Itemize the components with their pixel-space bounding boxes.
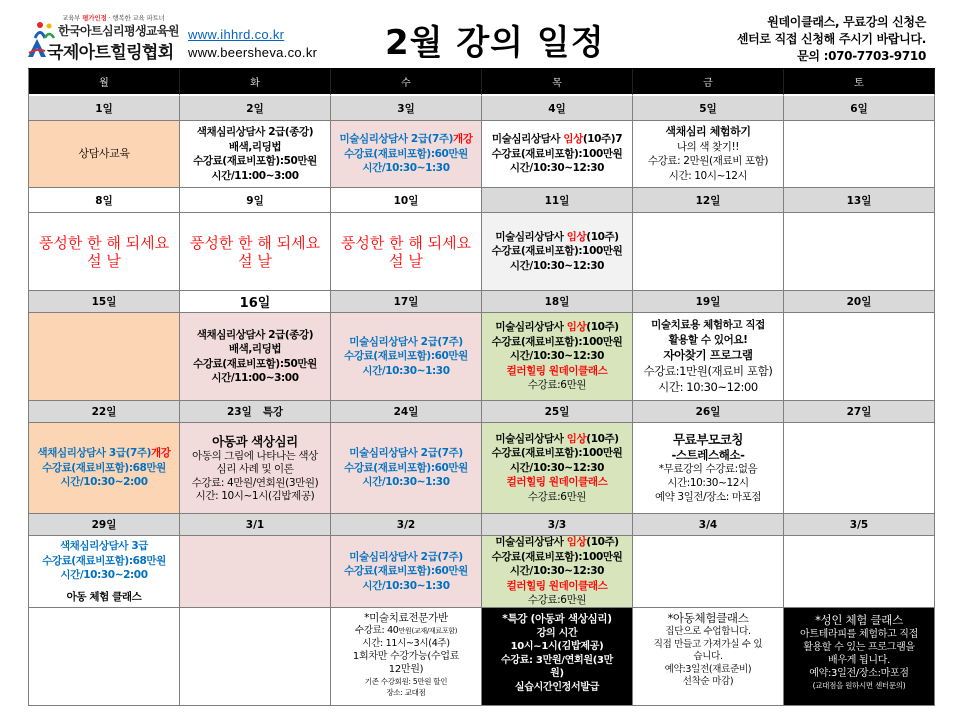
cell-text-line	[507, 364, 608, 379]
cell-text: 습니다.	[693, 651, 723, 662]
cell-text: 시간/10:30~12:30	[509, 565, 605, 578]
cell-text-line	[655, 490, 761, 504]
cell-text: 시간/10:30~1:30	[362, 364, 450, 377]
date-label: 1일	[29, 96, 180, 121]
schedule-cell	[633, 213, 784, 291]
cell-text-line	[492, 446, 623, 461]
date-label: 18일	[482, 291, 633, 313]
schedule-cell	[784, 536, 935, 608]
cell-text: 미술심리상담사	[495, 432, 567, 445]
cell-text-line	[212, 433, 298, 450]
cell-text-line	[197, 328, 313, 343]
cell-text-line	[813, 680, 906, 691]
cell-text: (교대점을 원하시면 센터문의)	[812, 681, 906, 690]
cell-text-line	[216, 463, 293, 477]
cell-text: 시간/10:30~1:30	[362, 579, 450, 592]
cell-text-line	[815, 613, 903, 628]
cell-text-line	[651, 318, 765, 333]
cell-text: 장소: 교대점	[386, 688, 426, 697]
cell-text-line	[669, 169, 748, 184]
cell-text-line	[389, 663, 423, 676]
cell-text: 설 날	[87, 251, 121, 270]
cell-text: 나의 색 찾기!!	[676, 140, 740, 153]
cell-text: 수강료(재료비포함):100만원	[491, 245, 623, 258]
cell-text: 풍성한 한 해 되세요	[340, 233, 472, 252]
cell-text: 무료부모코칭	[672, 432, 744, 447]
cell-text: 풍성한 한 해 되세요	[189, 233, 321, 252]
cell-text: 10시~1시(김밥제공)	[510, 641, 604, 652]
cell-text: 12만원)	[388, 664, 424, 675]
cell-text-line	[495, 536, 618, 550]
cell-text-line	[353, 650, 459, 663]
schedule-cell	[331, 423, 482, 514]
contact-notice	[737, 14, 926, 65]
cell-text: 시간/11:00~3:00	[211, 169, 299, 182]
weekday-header-fri: 금	[633, 69, 784, 96]
cell-text: 임상	[566, 321, 587, 334]
cell-text-line	[510, 461, 604, 476]
cell-text-line	[510, 349, 604, 364]
cell-text: (10주)	[586, 536, 619, 549]
cell-text-line	[238, 252, 272, 270]
cell-text: (10주)	[586, 230, 619, 243]
cell-text-line	[229, 140, 281, 155]
cell-text-line	[659, 462, 758, 476]
cell-text: *미술치료전문가반	[364, 612, 448, 624]
cell-text: 시간:10:30~12시	[667, 477, 749, 489]
page-title: 2월 강의 일정	[385, 23, 605, 63]
weekday-header-sat: 토	[784, 69, 935, 96]
schedule-cell	[331, 313, 482, 401]
cell-text: 컬러힐링 원데이클래스	[506, 476, 608, 489]
date-label: 3/2	[331, 514, 482, 536]
cell-text-line	[492, 132, 622, 147]
cell-text-line	[386, 687, 425, 698]
cell-text: 설 날	[238, 251, 272, 270]
cell-text: (10주)	[586, 432, 619, 445]
schedule-cell	[482, 213, 633, 291]
cell-text-line	[665, 125, 750, 140]
schedule-cell	[331, 121, 482, 188]
cell-text: 시간/10:30~1:30	[362, 162, 450, 175]
cell-text-line	[668, 333, 747, 348]
schedule-table	[28, 68, 935, 706]
cell-text-line	[349, 335, 463, 350]
cell-text: 색채심리상담사 2급(종강)	[196, 328, 314, 341]
info-cell	[633, 608, 784, 706]
cell-text: 집단으로 수업합니다.	[665, 626, 751, 637]
cell-text-line	[349, 550, 463, 565]
date-label: 26일	[633, 401, 784, 423]
cell-text: 수강료(재료비포함):50만원	[193, 155, 317, 167]
cell-text: 개강	[453, 133, 473, 146]
cell-text: 수강료(재료비포함):60만원	[344, 147, 468, 160]
cell-text: 활용할 수 있어요!	[668, 333, 748, 346]
cell-text-line	[800, 628, 918, 641]
date-label: 3/3	[482, 514, 633, 536]
date-label: 4일	[482, 96, 633, 121]
cell-text: 설 날	[389, 251, 423, 270]
schedule-cell	[784, 121, 935, 188]
cell-text-line	[87, 252, 121, 270]
cell-text-line	[495, 320, 618, 335]
weekday-header-tue: 화	[180, 69, 331, 96]
schedule-cell	[784, 313, 935, 401]
cell-text-line	[665, 664, 751, 677]
cell-text: 자아찾기 프로그램	[663, 348, 753, 362]
cell-text-line	[495, 432, 618, 447]
cell-text-line	[510, 161, 604, 176]
cell-text: 수강료: 3만원/연회원(3만	[500, 654, 614, 666]
cell-text-line	[67, 590, 142, 605]
cell-text-line	[42, 554, 166, 569]
date-label: 23일 특강	[180, 401, 331, 423]
cell-text: 수강료: 4만원/연회원(3만원)	[191, 476, 319, 489]
schedule-cell	[482, 121, 633, 188]
cell-text: 시간/10:30~12:30	[509, 350, 605, 363]
cell-text: 수강료(재료비포함):60만원	[344, 350, 468, 363]
date-label: 11일	[482, 188, 633, 213]
cell-text-line	[511, 640, 604, 654]
association-logo-icon	[27, 38, 47, 62]
cell-text: 배색,리딩법	[228, 343, 282, 355]
cell-text-line	[362, 475, 449, 490]
cell-text: 풍성한 한 해 되세요	[38, 233, 170, 252]
cell-text: 색채심리상담사 3급(7주)	[37, 447, 152, 460]
info-cell	[482, 608, 633, 706]
schedule-cell	[784, 213, 935, 291]
cell-text-line	[683, 676, 734, 689]
cell-text-line	[192, 477, 319, 491]
cell-text-line	[211, 169, 298, 184]
cell-text: 미술심리상담사 2급(7주)	[339, 133, 454, 146]
cell-text: 색채심리상담사 2급(종강)	[196, 126, 314, 138]
cell-text: 수강료(재료비포함):68만원	[42, 554, 166, 567]
cell-text: 미술심리상담사	[495, 321, 567, 334]
schedule-cell	[633, 423, 784, 514]
cell-text: 임상	[566, 536, 587, 549]
cell-text-line	[492, 244, 623, 259]
cell-text: 시간: 10:30~12:00	[658, 380, 758, 394]
cell-text-line	[196, 490, 315, 504]
cell-text: 활용할 수 있는 프로그램을	[803, 642, 915, 653]
date-label: 8일	[29, 188, 180, 213]
academy-name: 한국아트심리평생교육원	[58, 24, 179, 38]
date-label: 2일	[180, 96, 331, 121]
cell-text: 선착순 마감)	[682, 676, 734, 687]
cell-text: 시간: 10시~1시(김밥제공)	[195, 490, 315, 502]
cell-text: 직접 만들고 가져가실 수 있	[653, 638, 763, 650]
cell-text-line	[362, 579, 449, 594]
tagline-highlight: 평가인정	[82, 14, 107, 22]
cell-text-line	[515, 681, 599, 695]
cell-text-line	[492, 335, 623, 350]
association-name: 국제아트힐링협회	[47, 43, 174, 63]
cell-text: 미술심리상담사 2급(7주)	[349, 550, 463, 563]
notice-line: 센터로 직접 신청해 주시기 바랍니다.	[736, 32, 926, 46]
cell-text: 미술치료용 체험하고 직접	[651, 319, 765, 331]
cell-text-line	[507, 579, 608, 594]
cell-text: 시간: 10시~12시	[668, 169, 748, 182]
info-cell	[29, 608, 180, 706]
cell-text-line	[528, 378, 586, 393]
cell-text-line	[492, 147, 623, 162]
cell-text: 시간: 11시~3시(4주)	[362, 637, 450, 649]
cell-text-line	[193, 357, 317, 372]
cell-text: 임상	[566, 230, 587, 243]
date-label: 6일	[784, 96, 935, 121]
website-address: www.beersheva.co.kr	[188, 45, 318, 60]
cell-text: 시간/10:30~1:30	[362, 476, 450, 489]
cell-text-line	[364, 611, 448, 625]
date-label: 17일	[331, 291, 482, 313]
cell-text-line	[211, 371, 298, 386]
cell-text-line	[654, 639, 763, 652]
cell-text-line	[667, 476, 749, 490]
schedule-cell	[633, 536, 784, 608]
cell-text-line	[341, 234, 471, 252]
tagline-text: 교육부	[62, 14, 81, 22]
cell-text: 수강료:6만원	[527, 490, 587, 503]
cell-text: 수강료:1만원(재료비 포함)	[643, 364, 773, 378]
date-label: 3/5	[784, 514, 935, 536]
cell-text-line	[673, 432, 743, 448]
cell-text-line	[78, 147, 129, 162]
cell-text-line	[344, 349, 468, 364]
cell-text-line	[809, 667, 909, 680]
cell-text: 시간/10:30~12:30	[509, 461, 605, 474]
cell-text: (10주)7	[582, 133, 623, 146]
cell-text: *성인 체험 클래스	[815, 613, 903, 627]
cell-text: 수강료(재료비포함):68만원	[42, 461, 166, 474]
cell-text: 개강	[151, 447, 171, 460]
schedule-cell	[633, 313, 784, 401]
cell-text-line	[60, 475, 147, 490]
cell-text: 시간/10:30~12:30	[509, 259, 605, 272]
website-link[interactable]: www.ihhrd.co.kr	[188, 27, 285, 42]
cell-text: 예약 3일전/장소: 마포점	[654, 491, 762, 503]
schedule-cell	[180, 423, 331, 514]
cell-text: 원)	[550, 668, 564, 679]
cell-text: 미술심리상담사	[491, 133, 564, 146]
cell-text: 아동 체험 클래스	[66, 590, 142, 603]
date-label: 29일	[29, 514, 180, 536]
cell-text: *특강 (아동과 색상심리)	[502, 613, 612, 625]
notice-line: 문의 :070-7703-9710	[797, 49, 926, 63]
schedule-cell	[29, 121, 180, 188]
date-label: 22일	[29, 401, 180, 423]
cell-text-line	[339, 132, 472, 147]
cell-text-line	[501, 654, 613, 668]
weekday-header-thu: 목	[482, 69, 633, 96]
schedule-cell	[29, 313, 180, 401]
schedule-cell	[331, 536, 482, 608]
cell-text: 만원(교재/재료포함)	[398, 627, 458, 635]
info-cell	[180, 608, 331, 706]
cell-text: 임상	[566, 432, 587, 445]
cell-text: 예약:3일전(재료준비)	[664, 663, 752, 675]
weekday-header-wed: 수	[331, 69, 482, 96]
date-label: 24일	[331, 401, 482, 423]
schedule-cell	[180, 536, 331, 608]
date-label: 10일	[331, 188, 482, 213]
cell-text-line	[648, 154, 768, 169]
date-label: 3일	[331, 96, 482, 121]
cell-text: 수강료: 40	[354, 625, 399, 636]
cell-text: 수강료:6만원	[527, 379, 587, 392]
date-label: 27일	[784, 401, 935, 423]
cell-text-line	[192, 450, 318, 464]
cell-text-line	[389, 252, 423, 270]
cell-text-line	[672, 448, 745, 462]
schedule-cell	[784, 423, 935, 514]
cell-text: 미술심리상담사	[495, 536, 567, 549]
cell-text: 수강료:6만원	[527, 594, 587, 607]
cell-text-line	[693, 651, 722, 664]
cell-text: 심리 사례 및 이론	[216, 463, 294, 475]
cell-text-line	[550, 667, 564, 681]
cell-text: 시간/11:00~3:00	[211, 372, 299, 384]
cell-text-line	[349, 446, 463, 461]
cell-text: 수강료(재료비포함):100만원	[491, 335, 623, 348]
date-label: 13일	[784, 188, 935, 213]
cell-text-line	[37, 446, 170, 461]
tagline-text: · 행복한 교육 파트너	[108, 14, 165, 22]
date-label: 16일	[180, 291, 331, 313]
cell-text: 수강료(재료비포함):50만원	[193, 357, 317, 370]
cell-text-line	[197, 125, 313, 140]
date-label: 3/4	[633, 514, 784, 536]
cell-text-line	[663, 347, 752, 363]
cell-text-line	[507, 475, 608, 490]
cell-text-line	[344, 147, 468, 162]
cell-text: -스트레스해소-	[671, 448, 745, 462]
cell-text: 수강료(재료비포함):100만원	[491, 550, 623, 563]
cell-text-line	[42, 461, 166, 476]
cell-text: 수강료(재료비포함):100만원	[491, 147, 623, 160]
cell-text-line	[644, 363, 773, 379]
schedule-cell	[29, 423, 180, 514]
cell-text-line	[365, 676, 447, 687]
cell-text: 실습시간인정서발급	[514, 681, 600, 693]
cell-text-line	[60, 568, 147, 583]
cell-text: 수강료(재료비포함):100만원	[491, 447, 623, 460]
date-label: 12일	[633, 188, 784, 213]
cell-text: 색채심리상담사 3급	[59, 540, 149, 552]
cell-text-line	[39, 234, 169, 252]
cell-text-line	[355, 625, 457, 638]
cell-text-line	[492, 550, 623, 565]
cell-text-line	[344, 564, 468, 579]
cell-text: 미술심리상담사 2급(7주)	[349, 447, 463, 460]
cell-text: 수강료(재료비포함):60만원	[344, 565, 468, 578]
cell-text-line	[537, 627, 578, 641]
cell-text: 시간/10:30~2:00	[60, 476, 148, 489]
schedule-cell	[180, 313, 331, 401]
cell-text: 배우게 됩니다.	[828, 655, 890, 666]
cell-text: 1회차만 수강가능(수업료	[352, 651, 460, 662]
cell-text-line	[502, 613, 612, 627]
cell-text-line	[667, 611, 748, 626]
cell-text-line	[528, 593, 586, 608]
cell-text: 아동과 색상심리	[212, 433, 298, 449]
cell-text-line	[190, 234, 320, 252]
cell-text-line	[229, 342, 281, 357]
cell-text: 강의 시간	[536, 627, 578, 639]
cell-text: 미술심리상담사 2급(7주)	[349, 335, 463, 348]
schedule-cell	[633, 121, 784, 188]
cell-text-line	[510, 259, 604, 274]
info-cell	[784, 608, 935, 706]
cell-text-line	[665, 626, 750, 639]
cell-text-line	[528, 490, 586, 505]
date-label: 19일	[633, 291, 784, 313]
cell-text: 시간/10:30~2:00	[60, 569, 148, 581]
notice-line: 원데이클래스, 무료강의 신청은	[767, 15, 926, 29]
cell-text: 상담사교육	[78, 146, 130, 160]
cell-text: 시간/10:30~12:30	[509, 162, 605, 175]
cell-text: 아동의 그림에 나타나는 색상	[192, 449, 318, 462]
date-label: 9일	[180, 188, 331, 213]
cell-text-line	[510, 564, 604, 579]
cell-text-line	[677, 140, 739, 155]
cell-text: *아동체험클래스	[667, 611, 749, 625]
cell-text: 색채심리 체험하기	[665, 125, 751, 138]
cell-text-line	[658, 379, 758, 395]
cell-text-line	[362, 638, 449, 651]
date-label: 3/1	[180, 514, 331, 536]
cell-text: 아트테라피를 체험하고 직접	[799, 629, 919, 640]
cell-text: 수강료: 2만원(재료비 포함)	[647, 155, 769, 167]
cell-text: 예약:3일전/장소:마포점	[809, 668, 909, 679]
cell-text-line	[362, 161, 449, 176]
cell-text: *무료강의 수강료:없음	[658, 463, 758, 475]
schedule-cell	[482, 313, 633, 401]
date-label: 15일	[29, 291, 180, 313]
schedule-cell	[482, 536, 633, 608]
cell-text: 컬러힐링 원데이클래스	[506, 579, 608, 592]
weekday-header-mon: 월	[29, 69, 180, 96]
cell-text: 수강료(재료비포함):60만원	[344, 461, 468, 474]
info-cell	[331, 608, 482, 706]
schedule-cell	[482, 423, 633, 514]
cell-text: (10주)	[586, 321, 619, 334]
schedule-cell	[29, 536, 180, 608]
cell-text: 기존 수강회원: 5만원 할인	[364, 677, 448, 686]
date-label: 20일	[784, 291, 935, 313]
cell-text-line	[803, 641, 915, 654]
schedule-cell	[180, 121, 331, 188]
cell-text: 배색,리딩법	[228, 140, 282, 153]
cell-text-line	[362, 364, 449, 379]
cell-text-line	[495, 230, 618, 245]
schedule-cell	[180, 213, 331, 291]
cell-text: 미술심리상담사	[495, 230, 567, 243]
cell-text-line	[828, 654, 890, 667]
cell-text-line	[193, 154, 317, 169]
date-label: 5일	[633, 96, 784, 121]
cell-text-line	[60, 539, 148, 554]
cell-text-line	[344, 461, 468, 476]
cell-text: 임상	[563, 133, 583, 146]
cell-text: 컬러힐링 원데이클래스	[506, 364, 608, 377]
logo-tagline	[62, 13, 165, 22]
schedule-cell	[331, 213, 482, 291]
date-label: 25일	[482, 401, 633, 423]
schedule-cell	[29, 213, 180, 291]
